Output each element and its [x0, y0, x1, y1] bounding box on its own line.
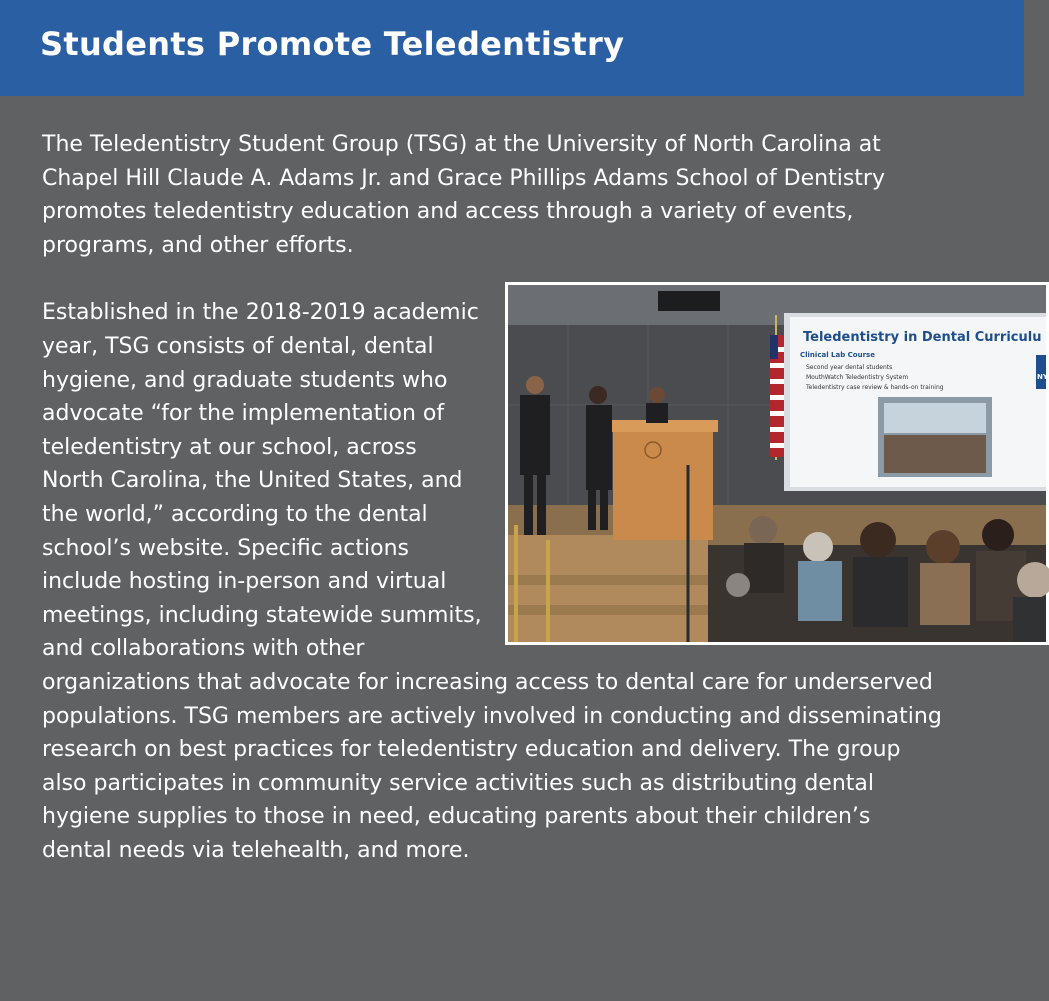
intro-paragraph: The Teledentistry Student Group (TSG) at the University of North Carolina at Chapel Hill Claude A. Adams Jr. and Grace Phillips Adams School of Dentistry promotes teledentistry education and access through a variety of events, programs, and other efforts. — [42, 132, 885, 258]
page-title: Students Promote Teledentistry — [40, 25, 625, 63]
event-photo — [505, 282, 1049, 645]
slide-subtitle: Clinical Lab Course — [800, 351, 875, 360]
slide-logo-badge: NY — [1037, 373, 1048, 382]
body-paragraph: Established in the 2018-2019 academic year, TSG consists of dental, dental hygiene, and graduate students who advocate “for the implementation of teledentistry at our school, across North Carolina, the United States, and the world,” according to the dental school’s website. Specific actions include hosting in-person and virtual meetings, including statewide summits, and collaborations with other organizations that advocate for increasing access to dental care for underserved populations. TSG members are actively involved in conducting and disseminating research on best practices for teledentistry education and delivery. The group also participates in community service activities such as distributing dental hygiene supplies to those in need, educating parents about their children’s dental needs via telehealth, and more. — [42, 300, 942, 863]
slide-bullet: MouthWatch Teledentistry System — [806, 374, 909, 382]
slide-bullet: Second year dental students — [806, 364, 893, 372]
title-banner — [0, 0, 1024, 96]
slide-title: Teledentistry in Dental Curriculu — [803, 330, 1042, 346]
slide-bullet: Teledentistry case review & hands-on training — [806, 384, 944, 392]
article-body — [42, 128, 1048, 867]
presentation-scene-illustration — [508, 285, 1046, 642]
